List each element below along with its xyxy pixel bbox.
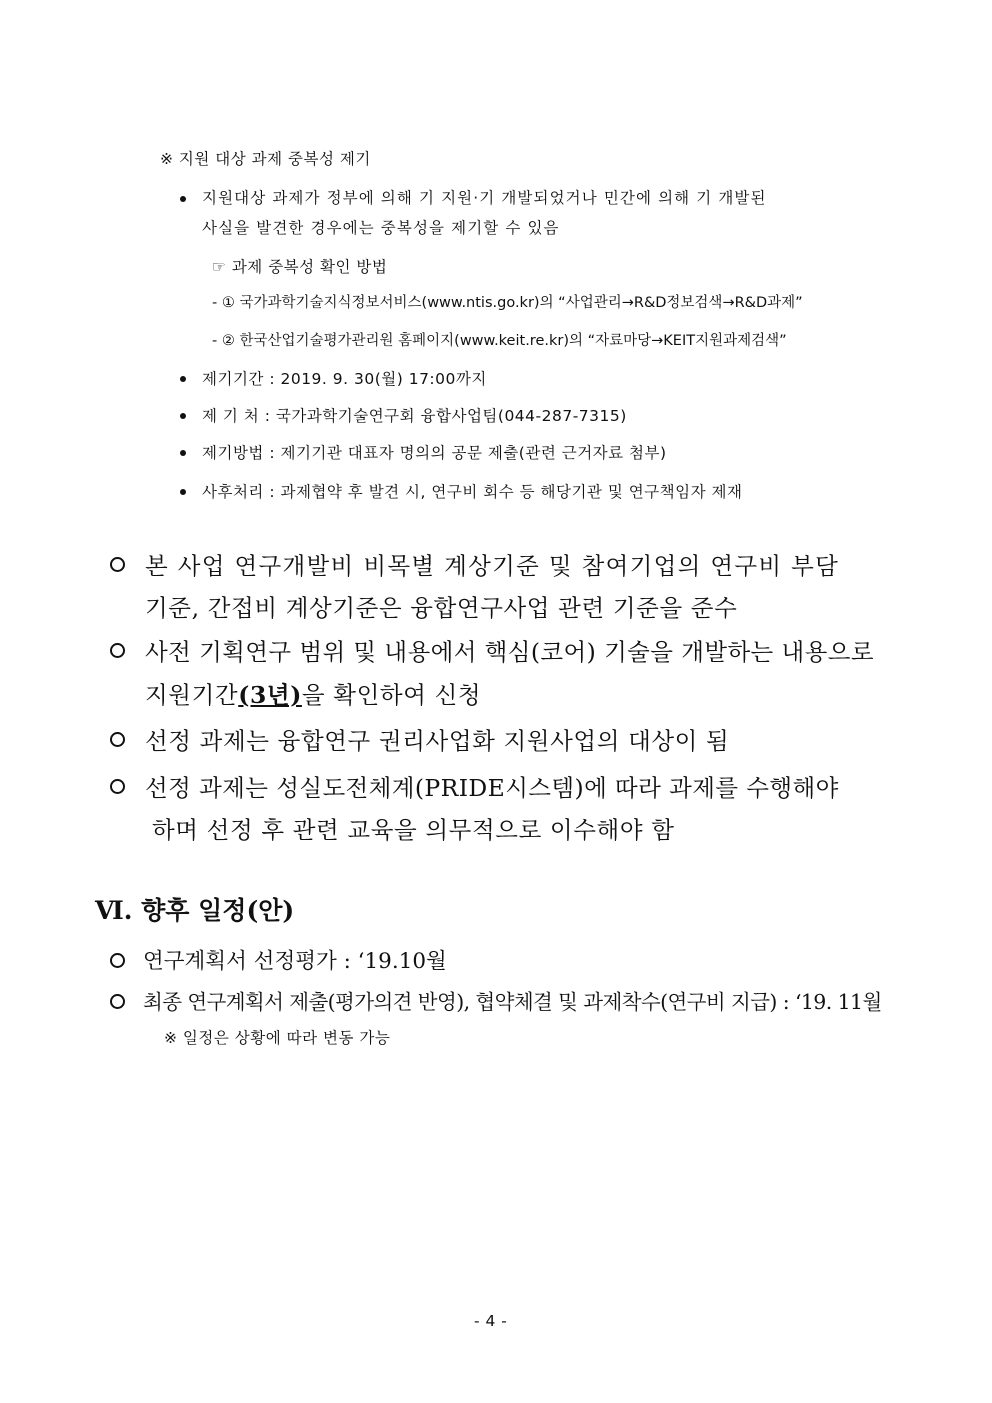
bullet-dot: [180, 376, 186, 382]
overlap-bullet-line2: 사실을 발견한 경우에는 중복성을 제기할 수 있음: [202, 219, 560, 237]
page-number: - 4 -: [474, 1312, 508, 1330]
main-item-2-line2-post: 을 확인하여 신청: [301, 681, 482, 709]
circle-bullet: [110, 953, 125, 968]
overlap-title: ※ 지원 대상 과제 중복성 제기: [160, 150, 371, 168]
main-item-2-line2-pre: 지원기간: [145, 681, 239, 709]
bullet-dot: [180, 413, 186, 419]
main-item-2-emphasis: (3년): [238, 681, 302, 709]
info-method: 제기방법 : 제기기관 대표자 명의의 공문 제출(관련 근거자료 첨부): [202, 444, 667, 462]
circle-bullet: [110, 732, 125, 747]
main-item-4-line2: 하며 선정 후 관련 교육을 의무적으로 이수해야 함: [152, 816, 675, 844]
overlap-bullet-line1: 지원대상 과제가 정부에 의해 기 지원·기 개발되었거나 민간에 의해 기 개발된: [202, 189, 767, 207]
bullet-dot: [180, 196, 186, 202]
info-followup: 사후처리 : 과제협약 후 발견 시, 연구비 회수 등 해당기관 및 연구책임자 제재: [202, 483, 743, 501]
schedule-item-1: 연구계획서 선정평가 : ‘19.10월: [143, 949, 447, 974]
main-item-4-line1: 선정 과제는 성실도전체계(PRIDE시스템)에 따라 과제를 수행해야: [145, 774, 839, 802]
section-heading: Ⅵ. 향후 일정(안): [95, 896, 295, 925]
bullet-dot: [180, 489, 186, 495]
main-item-2-line2: [145, 676, 481, 710]
schedule-item-2: 최종 연구계획서 제출(평가의견 반영), 협약체결 및 과제착수(연구비 지급) : ‘19. 11월: [143, 990, 882, 1014]
method-item-2: - ② 한국산업기술평가관리원 홈페이지(www.keit.re.kr)의 “자료마당→KEIT지원과제검색”: [212, 333, 787, 349]
main-item-1-line1: 본 사업 연구개발비 비목별 계상기준 및 참여기업의 연구비 부담: [145, 552, 840, 580]
circle-bullet: [110, 643, 125, 658]
main-item-2-line1: 사전 기획연구 범위 및 내용에서 핵심(코어) 기술을 개발하는 내용으로: [145, 638, 874, 666]
method-item-1: - ① 국가과학기술지식정보서비스(www.ntis.go.kr)의 “사업관리→R&D정보검색→R&D과제”: [212, 295, 803, 311]
circle-bullet: [110, 557, 125, 572]
info-place: 제 기 처 : 국가과학기술연구회 융합사업팀(044-287-7315): [202, 407, 627, 425]
schedule-note: ※ 일정은 상황에 따라 변동 가능: [164, 1029, 391, 1047]
main-item-3-line1: 선정 과제는 융합연구 권리사업화 지원사업의 대상이 됨: [145, 727, 730, 755]
circle-bullet: [110, 779, 125, 794]
bullet-dot: [180, 450, 186, 456]
method-title: ☞ 과제 중복성 확인 방법: [212, 258, 388, 276]
main-item-1-line2: 기준, 간접비 계상기준은 융합연구사업 관련 기준을 준수: [145, 594, 738, 622]
info-period: 제기기간 : 2019. 9. 30(월) 17:00까지: [202, 370, 487, 388]
circle-bullet: [110, 994, 125, 1009]
